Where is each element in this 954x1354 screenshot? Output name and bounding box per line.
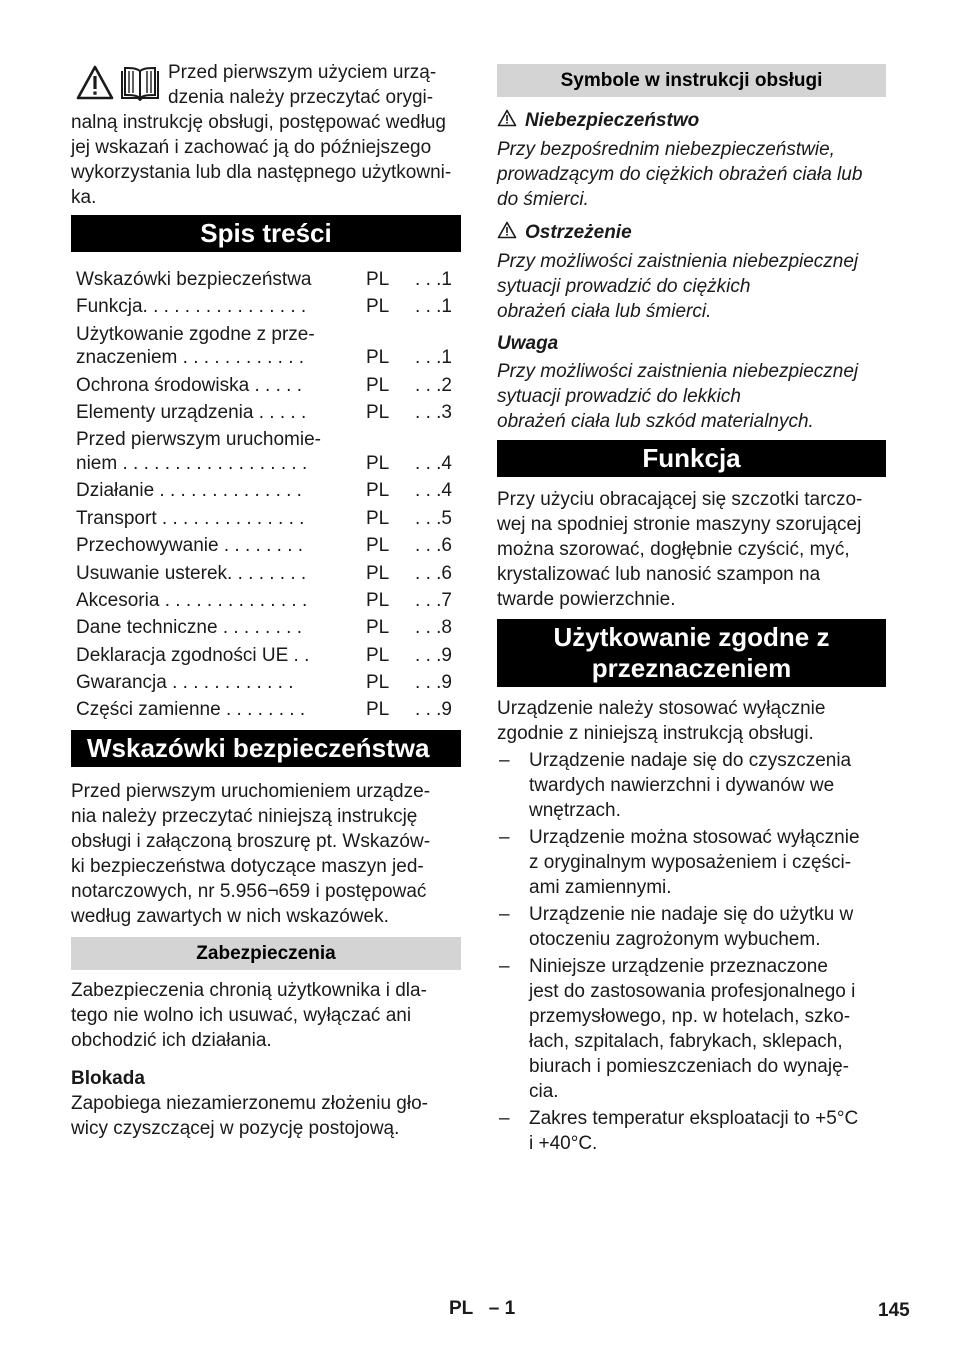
note-line: sytuacji prowadzić do lekkich xyxy=(497,386,741,407)
warning-title: Ostrzeżenie xyxy=(525,222,632,243)
toc-entry[interactable] xyxy=(76,295,461,319)
toc-entry-page: . . .8 xyxy=(415,617,452,639)
toc-entry-lang: PL xyxy=(366,562,390,584)
list-item-line: – Zakres temperatur eksploatacji to +5°C xyxy=(529,1108,859,1129)
danger-line: prowadzącym do ciężkich obrażeń ciała lub xyxy=(497,164,863,185)
toc-entry-page: . . .9 xyxy=(415,644,452,666)
toc-entry-lang: PL xyxy=(366,699,390,721)
toc-entry-page: . . .3 xyxy=(415,402,452,424)
safety-line: ki bezpieczeństwa dotyczące maszyn jed- xyxy=(71,855,424,877)
toc-entry[interactable] xyxy=(76,374,461,398)
intro-line: nalną instrukcję obsługi, postępować według xyxy=(71,112,446,133)
danger-line: Przy bezpośrednim niebezpieczeństwie, xyxy=(497,139,835,160)
table-of-contents xyxy=(76,268,461,722)
toc-entry-lang: PL xyxy=(366,374,390,396)
function-line: twarde powierzchnie. xyxy=(497,589,676,610)
warning-triangle-icon xyxy=(497,221,517,245)
list-item-line: biurach i pomieszczeniach do wynaję- xyxy=(529,1056,849,1077)
list-item xyxy=(497,954,886,1104)
toc-entry[interactable] xyxy=(76,534,461,558)
protections-text xyxy=(71,978,461,1053)
toc-entry-lang: PL xyxy=(366,269,390,290)
note-text xyxy=(497,359,886,434)
warning-text xyxy=(497,249,886,324)
lock-text xyxy=(71,1091,461,1141)
note-title: Uwaga xyxy=(497,333,559,354)
safety-heading: Wskazówki bezpieczeństwa xyxy=(71,730,461,767)
toc-entry[interactable] xyxy=(76,562,461,586)
toc-entry-page: . . .1 xyxy=(415,296,452,318)
list-item-line: ami zamiennymi. xyxy=(529,877,672,898)
toc-entry-page: . . .4 xyxy=(415,452,452,474)
toc-entry-title: Przechowywanie . . . . . . . . xyxy=(76,535,304,557)
list-item-line: z oryginalnym wyposażeniem i części- xyxy=(529,852,852,873)
toc-entry-title: Transport . . . . . . . . . . . . . . xyxy=(76,507,305,529)
toc-entry-title: Użytkowanie zgodne z prze- znaczeniem . . . . . . . . . . . . xyxy=(76,323,315,369)
toc-entry-page: . . .5 xyxy=(415,507,452,529)
toc-entry-page: . . .6 xyxy=(415,562,452,584)
toc-entry-lang: PL xyxy=(366,535,390,557)
list-item-line: cia. xyxy=(529,1081,559,1102)
toc-entry-title: Gwarancja . . . . . . . . . . . . xyxy=(76,672,294,694)
intended-use-heading-line: Użytkowanie zgodne z xyxy=(553,622,830,652)
danger-line: do śmierci. xyxy=(497,189,589,210)
list-item-line: przemysłowego, np. w hotelach, szko- xyxy=(529,1006,851,1027)
danger-title: Niebezpieczeństwo xyxy=(525,110,700,131)
warning-line: sytuacji prowadzić do ciężkich xyxy=(497,276,751,297)
safety-line: Przed pierwszym uruchomieniem urządze- xyxy=(71,780,431,802)
protections-line: Zabezpieczenia chronią użytkownika i dla- xyxy=(71,979,427,1001)
toc-entry[interactable] xyxy=(76,698,461,722)
list-item-line: – Urządzenie nadaje się do czyszczenia xyxy=(529,750,852,771)
function-text xyxy=(497,487,886,612)
toc-entry-title: Elementy urządzenia . . . . . xyxy=(76,402,307,424)
intended-use-line: zgodnie z niniejszą instrukcją obsługi. xyxy=(497,723,814,744)
list-item xyxy=(497,825,886,900)
toc-entry-page: . . .9 xyxy=(415,672,452,694)
toc-heading: Spis treści xyxy=(71,215,461,252)
safety-line: notarczowych, nr 5.956¬659 i postępować xyxy=(71,880,427,902)
manual-book-icon xyxy=(118,65,162,107)
intro-line: jej wskazań i zachować ją do późniejszego xyxy=(71,137,432,158)
toc-entry-page: . . .6 xyxy=(415,535,452,557)
toc-entry-title: Ochrona środowiska . . . . . xyxy=(76,374,302,396)
list-item-line: – Urządzenie można stosować wyłącznie xyxy=(529,827,860,848)
list-item-line: twardych nawierzchni i dywanów we xyxy=(529,775,835,796)
function-line: wej na spodniej stronie maszyny szorującej xyxy=(497,514,862,535)
toc-entry-page: . . .1 xyxy=(415,347,452,369)
function-heading: Funkcja xyxy=(497,440,886,477)
protections-heading: Zabezpieczenia xyxy=(71,937,461,970)
intended-use-line: Urządzenie należy stosować wyłącznie xyxy=(497,698,826,719)
toc-entry[interactable] xyxy=(76,644,461,668)
safety-line: nia należy przeczytać niniejszą instrukcję xyxy=(71,805,418,827)
toc-entry-title: Funkcja. . . . . . . . . . . . . . . . xyxy=(76,296,307,318)
list-item-line: wnętrzach. xyxy=(529,800,621,821)
note-heading xyxy=(497,333,886,355)
warning-line: obrażeń ciała lub śmierci. xyxy=(497,301,712,322)
danger-text xyxy=(497,137,886,212)
toc-entry[interactable] xyxy=(76,323,461,370)
list-item-line: łach, szpitalach, fabrykach, sklepach, xyxy=(529,1031,843,1052)
lock-heading: Blokada xyxy=(71,1067,145,1089)
toc-entry-page: . . .9 xyxy=(415,699,452,721)
intro-line: ka. xyxy=(71,187,97,208)
toc-entry[interactable] xyxy=(76,616,461,640)
intended-use-intro xyxy=(497,696,886,746)
toc-entry-lang: PL xyxy=(366,672,390,694)
toc-entry-lang: PL xyxy=(366,507,390,529)
left-column xyxy=(71,60,461,1141)
intended-use-list xyxy=(497,748,886,1156)
toc-entry-title: Części zamienne . . . . . . . . xyxy=(76,699,306,721)
toc-entry-lang: PL xyxy=(366,480,390,502)
function-line: krystalizować lub nanosić szampon na xyxy=(497,564,821,585)
danger-heading xyxy=(497,109,886,133)
list-item-line: i +40°C. xyxy=(529,1133,598,1154)
list-item xyxy=(497,1106,886,1156)
intro-line: dzenia należy przeczytać orygi- xyxy=(168,87,434,108)
intro-line: Przed pierwszym użyciem urzą- xyxy=(168,62,437,83)
toc-entry-lang: PL xyxy=(366,644,390,666)
function-line: można szorować, dogłębnie czyścić, myć, xyxy=(497,539,850,560)
warning-heading xyxy=(497,221,886,245)
lock-line: wicy czyszczącej w pozycję postojową. xyxy=(71,1117,400,1139)
list-item xyxy=(497,902,886,952)
page-number: 145 xyxy=(878,1300,910,1321)
safety-line: według zawartych w nich wskazówek. xyxy=(71,905,389,927)
note-line: obrażeń ciała lub szkód materialnych. xyxy=(497,411,814,432)
toc-entry[interactable] xyxy=(76,401,461,425)
list-item-line: – Urządzenie nie nadaje się do użytku w xyxy=(529,904,854,925)
toc-entry-page: . . .2 xyxy=(415,374,452,396)
intended-use-heading-line: przeznaczeniem xyxy=(591,653,792,683)
toc-entry-title: Akcesoria . . . . . . . . . . . . . . xyxy=(76,589,308,611)
toc-entry-title: Przed pierwszym uruchomie- niem . . . . . . . . . . . . . . . . . . xyxy=(76,429,321,474)
list-item xyxy=(497,748,886,823)
toc-entry-lang: PL xyxy=(366,402,390,424)
right-column xyxy=(497,60,886,1156)
toc-entry-lang: PL xyxy=(366,347,390,369)
intended-use-heading xyxy=(497,619,886,687)
toc-entry-title: Wskazówki bezpieczeństwa xyxy=(76,269,312,290)
list-item-line: – Niniejsze urządzenie przeznaczone xyxy=(529,956,828,977)
toc-entry-page: . . .1 xyxy=(415,269,452,290)
toc-entry[interactable] xyxy=(76,479,461,503)
toc-entry-page: . . .7 xyxy=(415,589,452,611)
footer-section-page: PL – 1 xyxy=(449,1298,516,1319)
list-item-line: otoczeniu zagrożonym wybuchem. xyxy=(529,929,821,950)
lock-line: Zapobiega niezamierzonemu złożeniu gło- xyxy=(71,1092,428,1114)
toc-entry-lang: PL xyxy=(366,589,390,611)
toc-entry-lang: PL xyxy=(366,452,390,474)
toc-entry[interactable] xyxy=(76,428,461,475)
note-line: Przy możliwości zaistnienia niebezpiecznej xyxy=(497,361,859,382)
list-item-line: jest do zastosowania profesjonalnego i xyxy=(529,981,856,1002)
toc-entry-lang: PL xyxy=(366,296,390,318)
safety-text xyxy=(71,779,461,929)
intro-notice xyxy=(71,60,461,210)
toc-entry-title: Dane techniczne . . . . . . . . xyxy=(76,617,302,639)
intro-icons xyxy=(76,65,162,107)
warning-line: Przy możliwości zaistnienia niebezpiecznej xyxy=(497,251,859,272)
protections-line: obchodzić ich działania. xyxy=(71,1029,272,1051)
toc-entry[interactable] xyxy=(76,671,461,695)
warning-triangle-icon xyxy=(497,109,517,133)
function-line: Przy użyciu obracającej się szczotki tarczo- xyxy=(497,489,863,510)
safety-line: obsługi i załączoną broszurę pt. Wskazów- xyxy=(71,830,431,852)
toc-entry[interactable] xyxy=(76,268,461,292)
toc-entry[interactable] xyxy=(76,589,461,613)
toc-entry-title: Działanie . . . . . . . . . . . . . . xyxy=(76,480,302,502)
intro-line: wykorzystania lub dla następnego użytkowni- xyxy=(71,162,452,183)
toc-entry[interactable] xyxy=(76,507,461,531)
protections-line: tego nie wolno ich usuwać, wyłączać ani xyxy=(71,1004,412,1026)
toc-entry-title: Deklaracja zgodności UE . . xyxy=(76,644,310,666)
symbols-heading: Symbole w instrukcji obsługi xyxy=(497,64,886,97)
warning-triangle-icon xyxy=(76,65,114,107)
toc-entry-title: Usuwanie usterek. . . . . . . . xyxy=(76,562,307,584)
toc-entry-lang: PL xyxy=(366,617,390,639)
toc-entry-page: . . .4 xyxy=(415,480,452,502)
